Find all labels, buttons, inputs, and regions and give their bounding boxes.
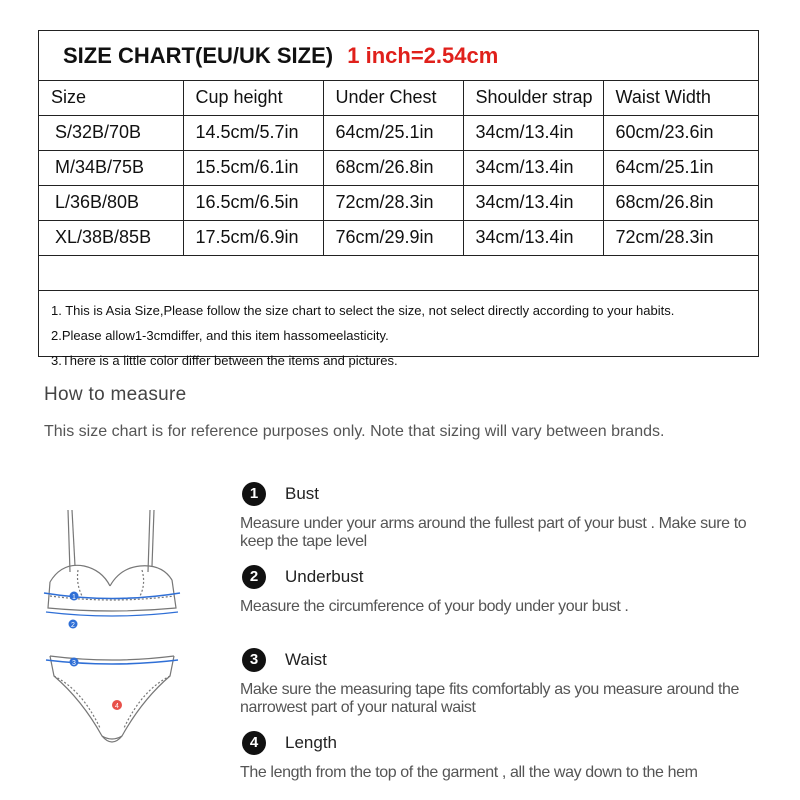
- diagram-marker-1-label: 1: [72, 594, 76, 601]
- underbust-tape-line: [46, 612, 178, 616]
- cell-under-chest: 68cm/26.8in: [323, 150, 463, 185]
- step-3-badge: 3: [242, 648, 266, 672]
- table-row: [39, 185, 758, 220]
- cell-shoulder-strap: 34cm/13.4in: [463, 220, 603, 255]
- cell-size: M/34B/75B: [39, 150, 183, 185]
- note-1: 1. This is Asia Size,Please follow the size chart to select the size, not select directly according to your habits.: [51, 303, 675, 318]
- size-chart: [38, 30, 759, 368]
- size-table: [39, 81, 758, 256]
- diagram-marker-2-label: 2: [71, 622, 75, 629]
- cell-cup-height: 14.5cm/5.7in: [183, 115, 323, 150]
- table-header-row: [39, 81, 758, 115]
- step-1-title: Bust: [285, 484, 320, 503]
- chart-title: [39, 31, 758, 81]
- note-3: 3.There is a little color differ between the items and pictures.: [51, 353, 398, 368]
- header-cup-height: Cup height: [183, 81, 323, 115]
- cell-shoulder-strap: 34cm/13.4in: [463, 150, 603, 185]
- step-3-description: Make sure the measuring tape fits comfortably as you measure around the narrowest part of your natural waist: [240, 681, 739, 716]
- header-shoulder-strap: Shoulder strap: [463, 81, 603, 115]
- table-row: [39, 150, 758, 185]
- cell-shoulder-strap: 34cm/13.4in: [463, 185, 603, 220]
- step-2-badge: 2: [242, 565, 266, 589]
- cell-under-chest: 64cm/25.1in: [323, 115, 463, 150]
- cell-shoulder-strap: 34cm/13.4in: [463, 115, 603, 150]
- cell-waist-width: 64cm/25.1in: [603, 150, 758, 185]
- cell-under-chest: 72cm/28.3in: [323, 185, 463, 220]
- cell-cup-height: 17.5cm/6.9in: [183, 220, 323, 255]
- header-size: Size: [39, 81, 183, 115]
- header-under-chest: Under Chest: [323, 81, 463, 115]
- unit-conversion: 1 inch=2.54cm: [347, 43, 499, 68]
- table-row: [39, 220, 758, 255]
- cell-size: XL/38B/85B: [39, 220, 183, 255]
- cell-size: S/32B/70B: [39, 115, 183, 150]
- step-1-description: Measure under your arms around the fullest part of your bust . Make sure to keep the tape level: [240, 515, 747, 550]
- step-2-title: Underbust: [285, 567, 364, 586]
- how-to-measure-description: This size chart is for reference purposes only. Note that sizing will vary between brands.: [44, 423, 665, 440]
- step-3-title: Waist: [285, 650, 327, 669]
- cell-under-chest: 76cm/29.9in: [323, 220, 463, 255]
- step-4-badge: 4: [242, 731, 266, 755]
- step-2-description: Measure the circumference of your body under your bust .: [240, 598, 629, 615]
- bottoms-illustration: [50, 656, 174, 742]
- table-row: [39, 115, 758, 150]
- cell-waist-width: 68cm/26.8in: [603, 185, 758, 220]
- step-4-title: Length: [285, 733, 337, 752]
- note-2: 2.Please allow1-3cmdiffer, and this item hassomeelasticity.: [51, 328, 389, 343]
- cell-size: L/36B/80B: [39, 185, 183, 220]
- cell-waist-width: 60cm/23.6in: [603, 115, 758, 150]
- cell-waist-width: 72cm/28.3in: [603, 220, 758, 255]
- step-4-description: The length from the top of the garment , all the way down to the hem: [240, 764, 698, 781]
- diagram-marker-4-label: 4: [115, 703, 119, 710]
- header-waist-width: Waist Width: [603, 81, 758, 115]
- chart-title-text: SIZE CHART(EU/UK SIZE): [63, 43, 334, 68]
- garment-diagram: [42, 500, 182, 760]
- size-notes: [39, 290, 758, 368]
- cell-cup-height: 16.5cm/6.5in: [183, 185, 323, 220]
- how-to-measure-title: How to measure: [44, 384, 187, 405]
- step-1-badge: 1: [242, 482, 266, 506]
- cell-cup-height: 15.5cm/6.1in: [183, 150, 323, 185]
- diagram-marker-3-label: 3: [72, 660, 76, 667]
